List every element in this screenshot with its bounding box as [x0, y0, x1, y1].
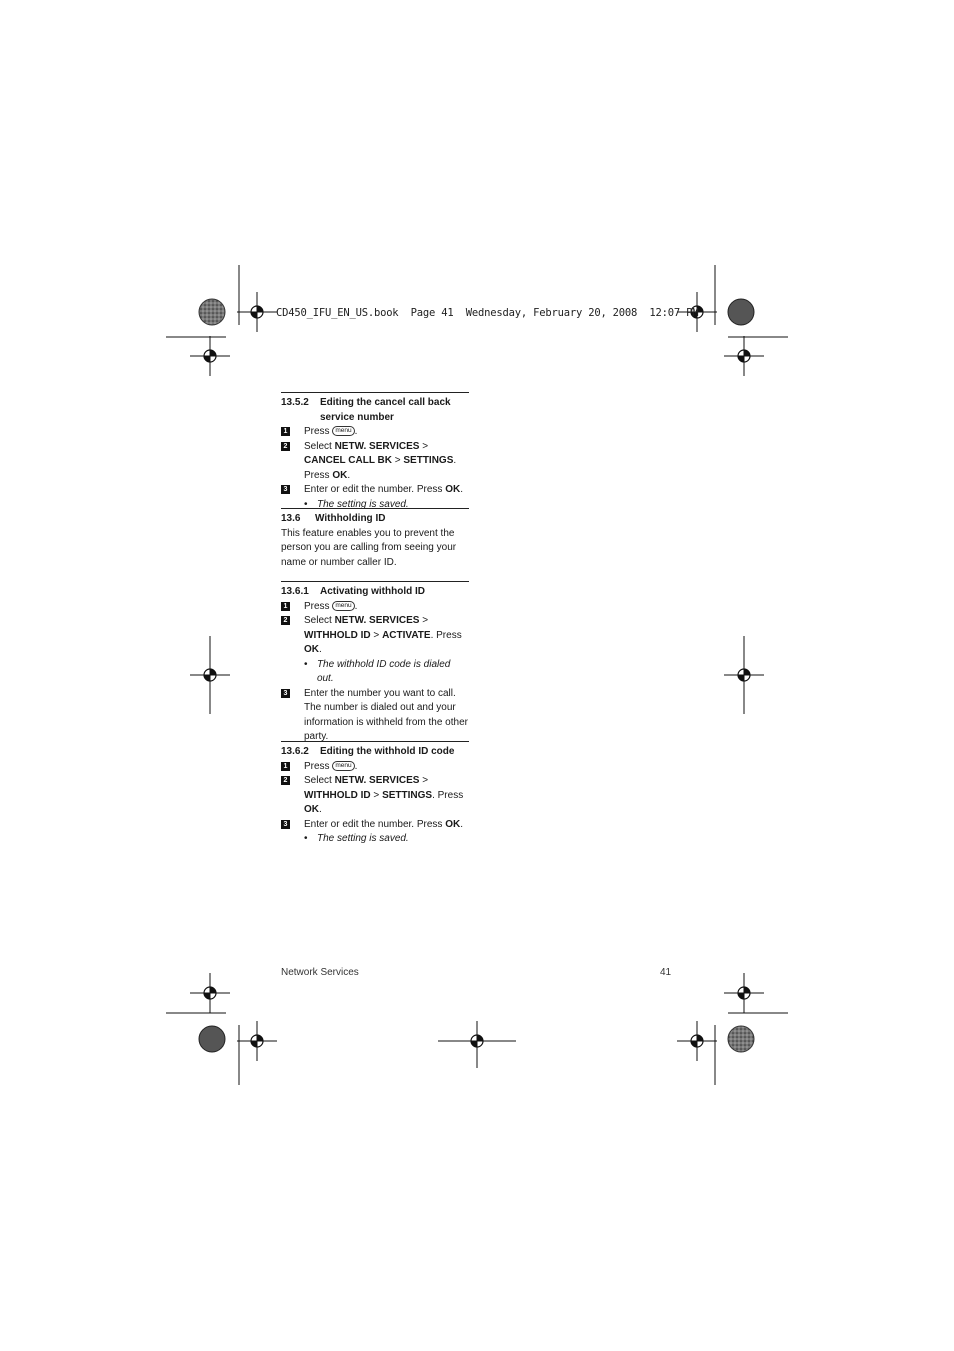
menu-path: WITHHOLD ID — [304, 629, 371, 641]
note-text: The setting is saved. — [317, 833, 409, 844]
step-text: Select — [304, 440, 332, 452]
step-number: 1 — [281, 762, 290, 771]
footer-section-name: Network Services — [281, 967, 359, 978]
result-note — [281, 832, 469, 847]
bullet: • — [304, 658, 308, 670]
section-number: 13.6.2 — [281, 746, 309, 757]
step-text: . — [354, 600, 358, 612]
section-heading — [281, 512, 469, 527]
step-number: 3 — [281, 485, 290, 494]
result-note — [281, 658, 469, 687]
section-title: Activating withhold ID — [320, 586, 425, 597]
step-number: 2 — [281, 442, 290, 451]
step-text: . — [460, 818, 463, 830]
separator: > — [419, 440, 429, 452]
step-3 — [281, 818, 469, 833]
note-text: The setting is saved. — [317, 498, 409, 510]
section-title: Editing the withhold ID code — [320, 746, 455, 757]
step-text: Select — [304, 615, 332, 626]
step-text: . Press — [432, 789, 464, 801]
section-number: 13.6.1 — [281, 586, 309, 597]
ok-key: OK — [332, 469, 348, 481]
bullet: • — [304, 833, 308, 844]
step-text: . — [347, 469, 351, 481]
step-3 — [281, 483, 469, 498]
section-13-5-2 — [281, 392, 469, 512]
menu-path: NETW. SERVICES — [334, 775, 420, 786]
step-1 — [281, 600, 469, 615]
note-text: The withhold ID code is dialed out. — [316, 658, 451, 684]
section-heading — [281, 396, 469, 425]
separator: > — [370, 629, 383, 641]
section-13-6 — [281, 508, 469, 570]
step-number: 1 — [281, 602, 290, 611]
menu-path: WITHHOLD ID — [304, 789, 371, 801]
menu-key-icon: menu — [332, 601, 354, 611]
menu-key-icon: menu — [332, 761, 354, 771]
section-title: Withholding ID — [315, 513, 386, 524]
menu-path: NETW. SERVICES — [334, 440, 420, 452]
step-number: 2 — [281, 776, 290, 785]
step-text: Select — [304, 775, 332, 786]
section-number: 13.5.2 — [281, 397, 309, 408]
section-13-6-1 — [281, 581, 469, 745]
step-3 — [281, 687, 469, 745]
section-heading — [281, 745, 469, 760]
step-text: . — [354, 760, 358, 772]
separator: > — [419, 775, 429, 786]
menu-path: CANCEL CALL BK — [304, 455, 392, 466]
step-text: . — [460, 484, 463, 495]
step-text: . — [319, 644, 322, 655]
section-title: Editing the cancel call back service number — [320, 397, 451, 423]
separator: > — [370, 789, 383, 801]
bullet: • — [304, 498, 308, 510]
step-text: Enter the number you want to call. The number is dialed out and your information is withheld from the other party. — [304, 687, 468, 742]
section-body: This feature enables you to prevent the person you are calling from seeing your name or number caller ID. — [281, 527, 457, 568]
step-number: 3 — [281, 820, 290, 829]
step-text: Enter or edit the number. Press — [304, 484, 446, 495]
book-header-line: CD450_IFU_EN_US.book Page 41 Wednesday, February 20, 2008 12:07 PM — [276, 307, 699, 319]
section-heading — [281, 585, 469, 600]
footer-page-number: 41 — [660, 967, 672, 978]
step-number: 1 — [281, 427, 290, 436]
step-text: . — [319, 804, 322, 815]
step-number: 3 — [281, 689, 290, 698]
step-text: . — [354, 426, 358, 437]
step-text: Press — [304, 426, 330, 437]
step-2 — [281, 614, 469, 658]
step-1 — [281, 425, 469, 440]
step-text: Press — [304, 600, 330, 612]
section-number: 13.6 — [281, 513, 301, 524]
step-text: . Press — [304, 455, 457, 481]
step-2 — [281, 440, 469, 484]
step-text: Press — [304, 760, 330, 772]
section-13-6-2 — [281, 741, 469, 847]
separator: > — [419, 615, 429, 626]
step-2 — [281, 774, 469, 818]
ok-key: OK — [445, 818, 461, 830]
menu-key-icon: menu — [332, 426, 354, 436]
ok-key: OK — [304, 804, 319, 815]
step-text: Enter or edit the number. Press — [304, 818, 446, 830]
menu-path: NETW. SERVICES — [334, 615, 420, 626]
menu-path: ACTIVATE — [382, 629, 431, 641]
menu-path: SETTINGS — [403, 455, 454, 466]
ok-key: OK — [304, 644, 319, 655]
separator: > — [391, 455, 404, 466]
step-1 — [281, 760, 469, 775]
ok-key: OK — [445, 484, 461, 495]
menu-path: SETTINGS — [382, 789, 433, 801]
step-number: 2 — [281, 616, 290, 625]
step-text: . Press — [430, 629, 462, 641]
